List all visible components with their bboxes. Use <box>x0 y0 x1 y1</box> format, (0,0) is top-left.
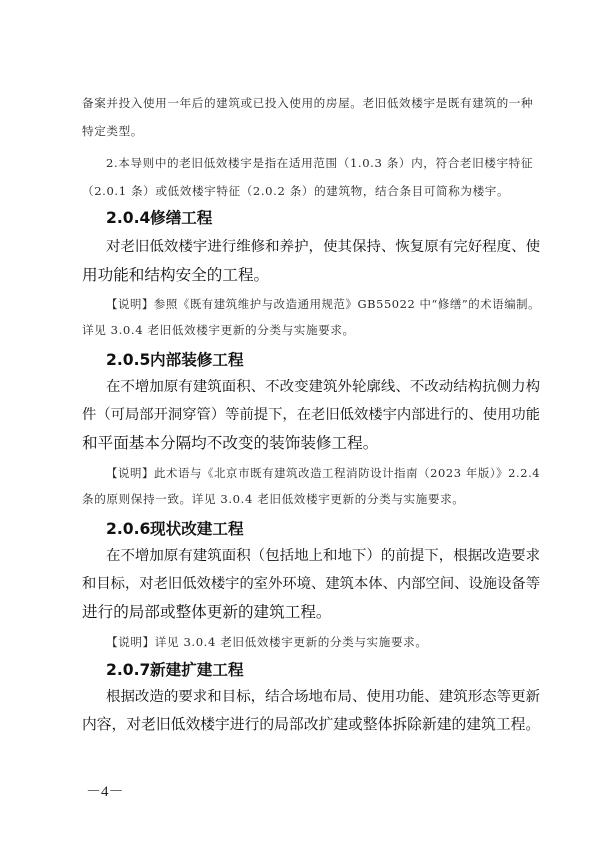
section-title: 内部装修工程 <box>150 351 244 369</box>
section-number: 2.0.7 <box>106 661 151 679</box>
section-heading-2-0-7 <box>106 660 244 680</box>
body-line: 内容，对老旧低效楼宇进行的局部改扩建或整体拆除新建的建筑工程。 <box>82 716 541 733</box>
body-line: 对老旧低效楼宇进行维修和养护，使其保持、恢复原有完好程度、使 <box>106 239 541 255</box>
body-line: 在不增加原有建筑面积、不改变建筑外轮廓线、不改动结构抗侧力构 <box>106 379 541 395</box>
note-line: 条的原则保持一致。详见 3.0.4 老旧低效楼宇更新的分类与实施要求。 <box>82 492 465 506</box>
body-line: 件（可局部开洞穿管）等前提下，在老旧低效楼宇内部进行的、使用功能 <box>82 407 540 423</box>
section-number: 2.0.6 <box>106 520 151 538</box>
body-line: 和目标，对老旧低效楼宇的室外环境、建筑本体、内部空间、设施设备等 <box>82 576 540 592</box>
text-line: （2.0.1 条）或低效楼宇特征（2.0.2 条）的建筑物，结合条目可简称为楼宇。 <box>82 184 510 198</box>
section-heading-2-0-4 <box>106 208 212 228</box>
text-line: 2.本导则中的老旧低效楼宇是指在适用范围（1.0.3 条）内，符合老旧楼宇特征 <box>106 156 534 170</box>
text-line: 备案并投入使用一年后的建筑或已投入使用的房屋。老旧低效楼宇是既有建筑的一种 <box>82 96 534 110</box>
section-number: 2.0.5 <box>106 351 151 369</box>
section-title: 现状改建工程 <box>150 520 244 538</box>
body-line: 根据改造的要求和目标，结合场地布局、使用功能、建筑形态等更新 <box>106 689 541 705</box>
page-number: －4－ <box>86 784 124 800</box>
note-line: 详见 3.0.4 老旧低效楼宇更新的分类与实施要求。 <box>82 323 355 337</box>
section-title: 修缮工程 <box>150 209 213 227</box>
section-title: 新建扩建工程 <box>150 661 244 679</box>
body-line: 在不增加原有建筑面积（包括地上和地下）的前提下，根据改造要求 <box>106 548 541 564</box>
note-line: 【说明】详见 3.0.4 老旧低效楼宇更新的分类与实施要求。 <box>106 635 428 649</box>
text-line: 特定类型。 <box>82 124 143 138</box>
section-heading-2-0-6 <box>106 519 244 539</box>
section-heading-2-0-5 <box>106 350 244 370</box>
body-line: 进行的局部或整体更新的建筑工程。 <box>82 603 332 621</box>
note-line: 【说明】参照《既有建筑维护与改造通用规范》GB55022 中“修缮”的术语编制。 <box>106 297 541 311</box>
body-line: 用功能和结构安全的工程。 <box>82 266 270 284</box>
body-line: 和平面基本分隔均不改变的装饰装修工程。 <box>82 434 379 452</box>
section-number: 2.0.4 <box>106 209 151 227</box>
note-line: 【说明】此术语与《北京市既有建筑改造工程消防设计指南（2023 年版）》2.2.4 <box>106 466 541 480</box>
